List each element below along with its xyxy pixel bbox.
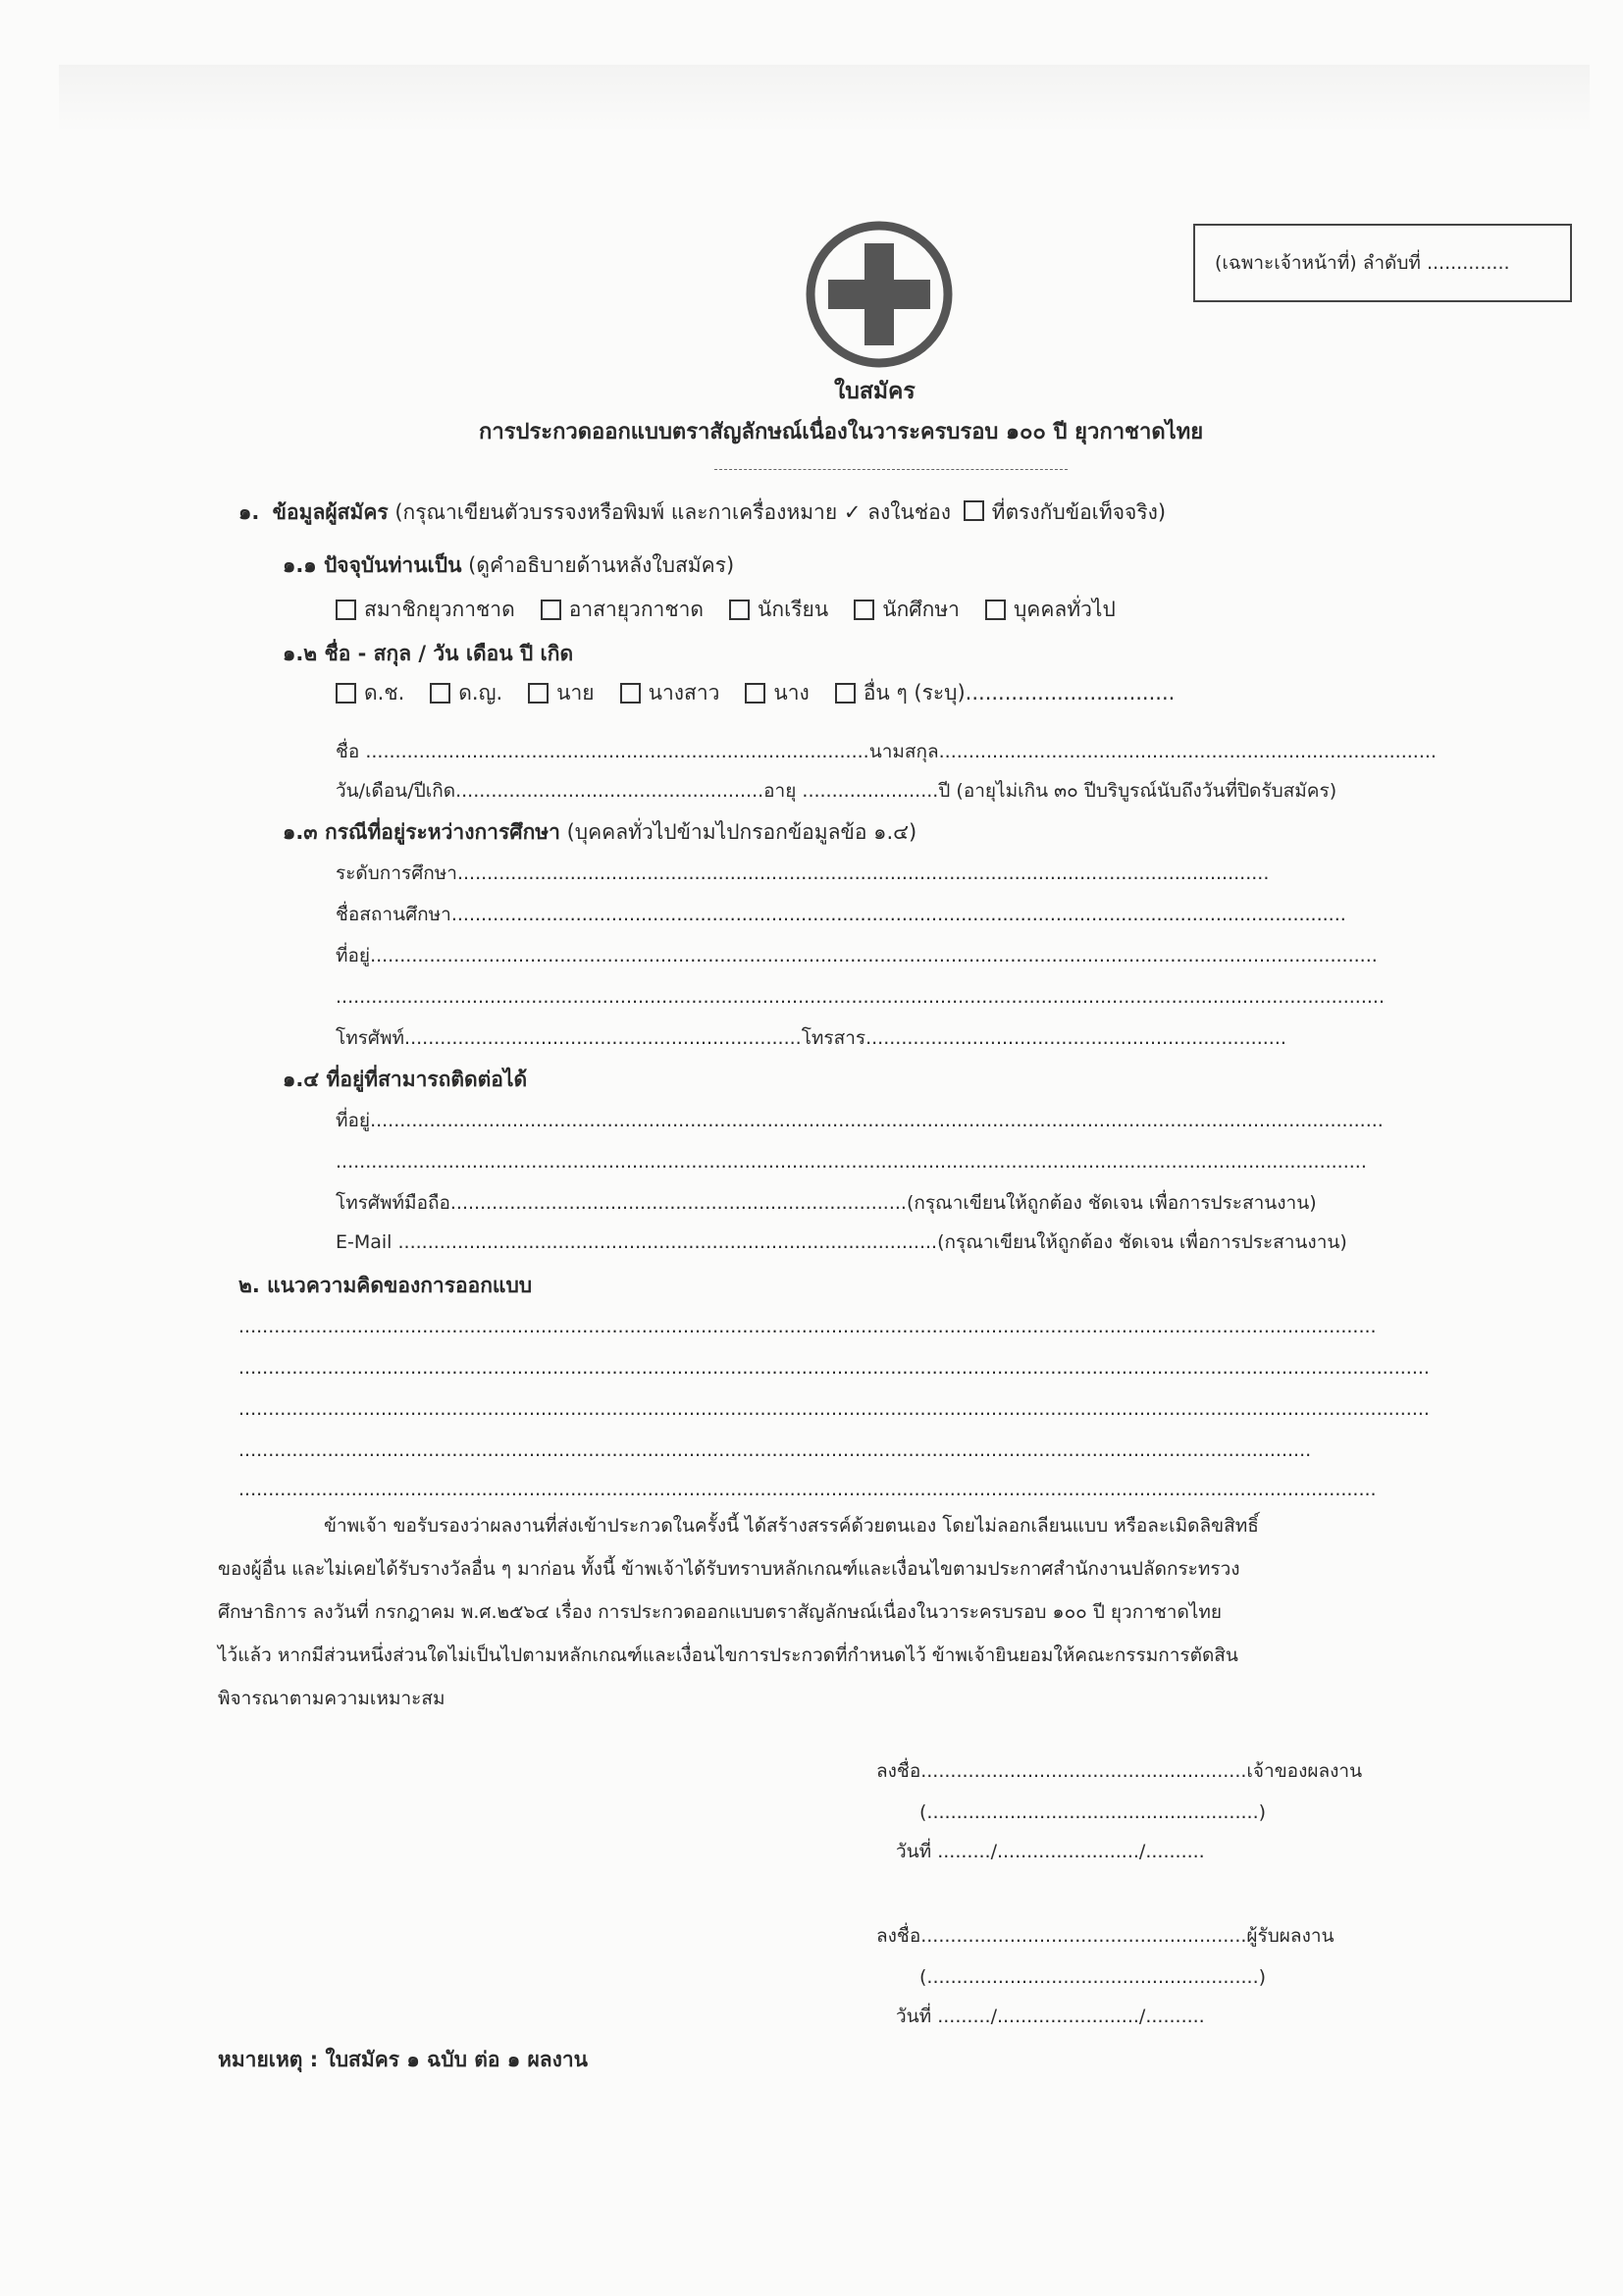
form-subtitle: การประกวดออกแบบตราสัญลักษณ์เนื่องในวาระครบรอบ ๑๐๐ ปี ยุวกาชาดไทย [479,420,1204,444]
receiver-signature-field[interactable]: ลงชื่อ.......................................................ผู้รับผลงาน [876,1925,1335,1947]
declaration-line: ของผู้อื่น และไม่เคยได้รับรางวัลอื่น ๆ มาก่อน ทั้งนี้ ข้าพเจ้าได้รับทราบหลักเกณฑ์และเงื่อนไขตามประกาศสำนักงานปลัดกระทรวง [218,1558,1240,1580]
official-use-label: (เฉพาะเจ้าหน้าที่) ลำดับที่ .............. [1215,252,1510,274]
declaration-line: ข้าพเจ้า ขอรับรองว่าผลงานที่ส่งเข้าประกวดในครั้งนี้ ได้สร้างสรรค์ด้วยตนเอง โดยไม่ลอกเลียนแบบ หรือละเมิดลิขสิทธิ์ [324,1515,1259,1537]
option-student[interactable]: นักเรียน [729,596,828,623]
receiver-name-field[interactable]: (........................................................) [919,1966,1267,1988]
option-mr[interactable]: นาย [528,679,594,706]
checkbox[interactable] [541,600,561,620]
s13-row [283,818,916,846]
dob-age-field[interactable]: วัน/เดือน/ปีเกิด....................................................อายุ .......................ปี (อายุไม่เกิน ๓๐ ปีบริบูรณ์นับถึงวันที่ปิดรับสมัคร) [336,780,1337,802]
concept-line[interactable]: ................................................................................................................................................................................................ [238,1479,1377,1500]
owner-signature-field[interactable]: ลงชื่อ.......................................................เจ้าของผลงาน [876,1760,1363,1782]
s12-label: ๑.๒ ชื่อ - สกุล / วัน เดือน ปี เกิด [283,642,574,665]
example-checkbox [964,500,984,521]
s11-label: ๑.๑ ปัจจุบันท่านเป็น [283,553,462,577]
section-1-heading [238,498,1166,526]
option-university-student[interactable]: นักศึกษา [854,596,960,623]
title-divider [714,469,1068,470]
option-other[interactable]: อื่น ๆ (ระบุ)................................ [835,679,1175,706]
s13-label: ๑.๓ กรณีที่อยู่ระหว่างการศึกษา [283,820,560,844]
footnote: หมายเหตุ : ใบสมัคร ๑ ฉบับ ต่อ ๑ ผลงาน [218,2048,589,2071]
section-1-instruction-tail: ที่ตรงกับข้อเท็จจริง) [991,500,1167,524]
section-1-number: ๑. [238,500,260,524]
option-red-cross-member[interactable]: สมาชิกยุวกาชาด [336,596,515,623]
mobile-phone-field[interactable]: โทรศัพท์มือถือ.............................................................................(กรุณาเขียนให้ถูกต้อง ชัดเจน เพื่อการประสานงาน) [336,1192,1317,1214]
form-title: ใบสมัคร [834,379,916,404]
checkbox[interactable] [336,600,356,620]
checkbox[interactable] [854,600,874,620]
school-name-field[interactable]: ชื่อสถานศึกษา....................................................................................................................................................... [336,904,1346,925]
contact-address-field[interactable]: ที่อยู่........................................................................................................................................................................... [336,1110,1384,1131]
school-phone-fax-field[interactable]: โทรศัพท์...................................................................โทรสาร....................................................................... [336,1027,1286,1049]
checkbox[interactable] [430,683,450,704]
declaration-line: พิจารณาตามความเหมาะสม [218,1688,445,1709]
checkbox[interactable] [729,600,750,620]
red-cross-logo [803,218,956,371]
name-field[interactable]: ชื่อ .....................................................................................นามสกุล.................................................................................... [336,741,1437,762]
section-1-title: ข้อมูลผู้สมัคร [272,500,389,524]
option-miss[interactable]: นางสาว [620,679,720,706]
official-use-box [1193,224,1572,302]
education-level-field[interactable]: ระดับการศึกษา......................................................................................................................................... [336,862,1270,884]
option-master[interactable]: ด.ช. [336,679,404,706]
checkbox[interactable] [985,600,1006,620]
owner-date-field[interactable]: วันที่ ........./......................../.......... [896,1841,1205,1862]
school-address-field[interactable]: ที่อยู่.......................................................................................................................................................................... [336,945,1378,966]
option-mrs[interactable]: นาง [745,679,809,706]
option-volunteer[interactable]: อาสายุวกาชาด [541,596,704,623]
s12-options [336,679,1175,706]
concept-line[interactable]: ......................................................................................................................................................................................................... [238,1357,1430,1379]
owner-name-field[interactable]: (........................................................) [919,1801,1267,1823]
s11-note: (ดูคำอธิบายด้านหลังใบสมัคร) [468,553,735,577]
s14-label: ๑.๔ ที่อยู่ที่สามารถติดต่อได้ [283,1068,528,1091]
option-general-public[interactable]: บุคคลทั่วไป [985,596,1116,623]
checkbox[interactable] [745,683,765,704]
s11-options [336,596,1116,623]
scan-artifact [59,65,1590,133]
declaration-line: ศึกษาธิการ ลงวันที่ กรกฎาคม พ.ศ.๒๕๖๔ เรื่อง การประกวดออกแบบตราสัญลักษณ์เนื่องในวาระครบรอบ ๑๐๐ ปี ยุวกาชาดไทย [218,1601,1223,1623]
concept-line[interactable]: ..................................................................................................................................................................................... [238,1439,1312,1461]
receiver-date-field[interactable]: วันที่ ........./......................../.......... [896,2006,1205,2027]
checkbox[interactable] [835,683,856,704]
section-2-heading: ๒. แนวความคิดของการออกแบบ [238,1274,533,1297]
checkbox[interactable] [336,683,356,704]
school-address-line2[interactable]: ................................................................................................................................................................................. [336,986,1386,1008]
checkbox[interactable] [620,683,641,704]
s13-note: (บุคคลทั่วไปข้ามไปกรอกข้อมูลข้อ ๑.๔) [566,820,917,844]
email-field[interactable]: E-Mail ...........................................................................................(กรุณาเขียนให้ถูกต้อง ชัดเจน เพื่อการประสานงาน) [336,1231,1347,1253]
checkbox[interactable] [528,683,549,704]
concept-line[interactable]: ......................................................................................................................................................................................................... [238,1398,1430,1420]
concept-line[interactable]: ................................................................................................................................................................................................ [238,1316,1377,1337]
declaration-line: ไว้แล้ว หากมีส่วนหนึ่งส่วนใดไม่เป็นไปตามหลักเกณฑ์และเงื่อนไขการประกวดที่กำหนดไว้ ข้าพเจ้ายินยอมให้คณะกรรมการตัดสิน [218,1644,1238,1666]
s11-row [283,551,734,579]
contact-address-line2[interactable]: .............................................................................................................................................................................. [336,1151,1367,1173]
section-1-instruction: (กรุณาเขียนตัวบรรจงหรือพิมพ์ และกาเครื่องหมาย ✓ ลงในช่อง [394,500,951,524]
option-miss-child[interactable]: ด.ญ. [430,679,502,706]
